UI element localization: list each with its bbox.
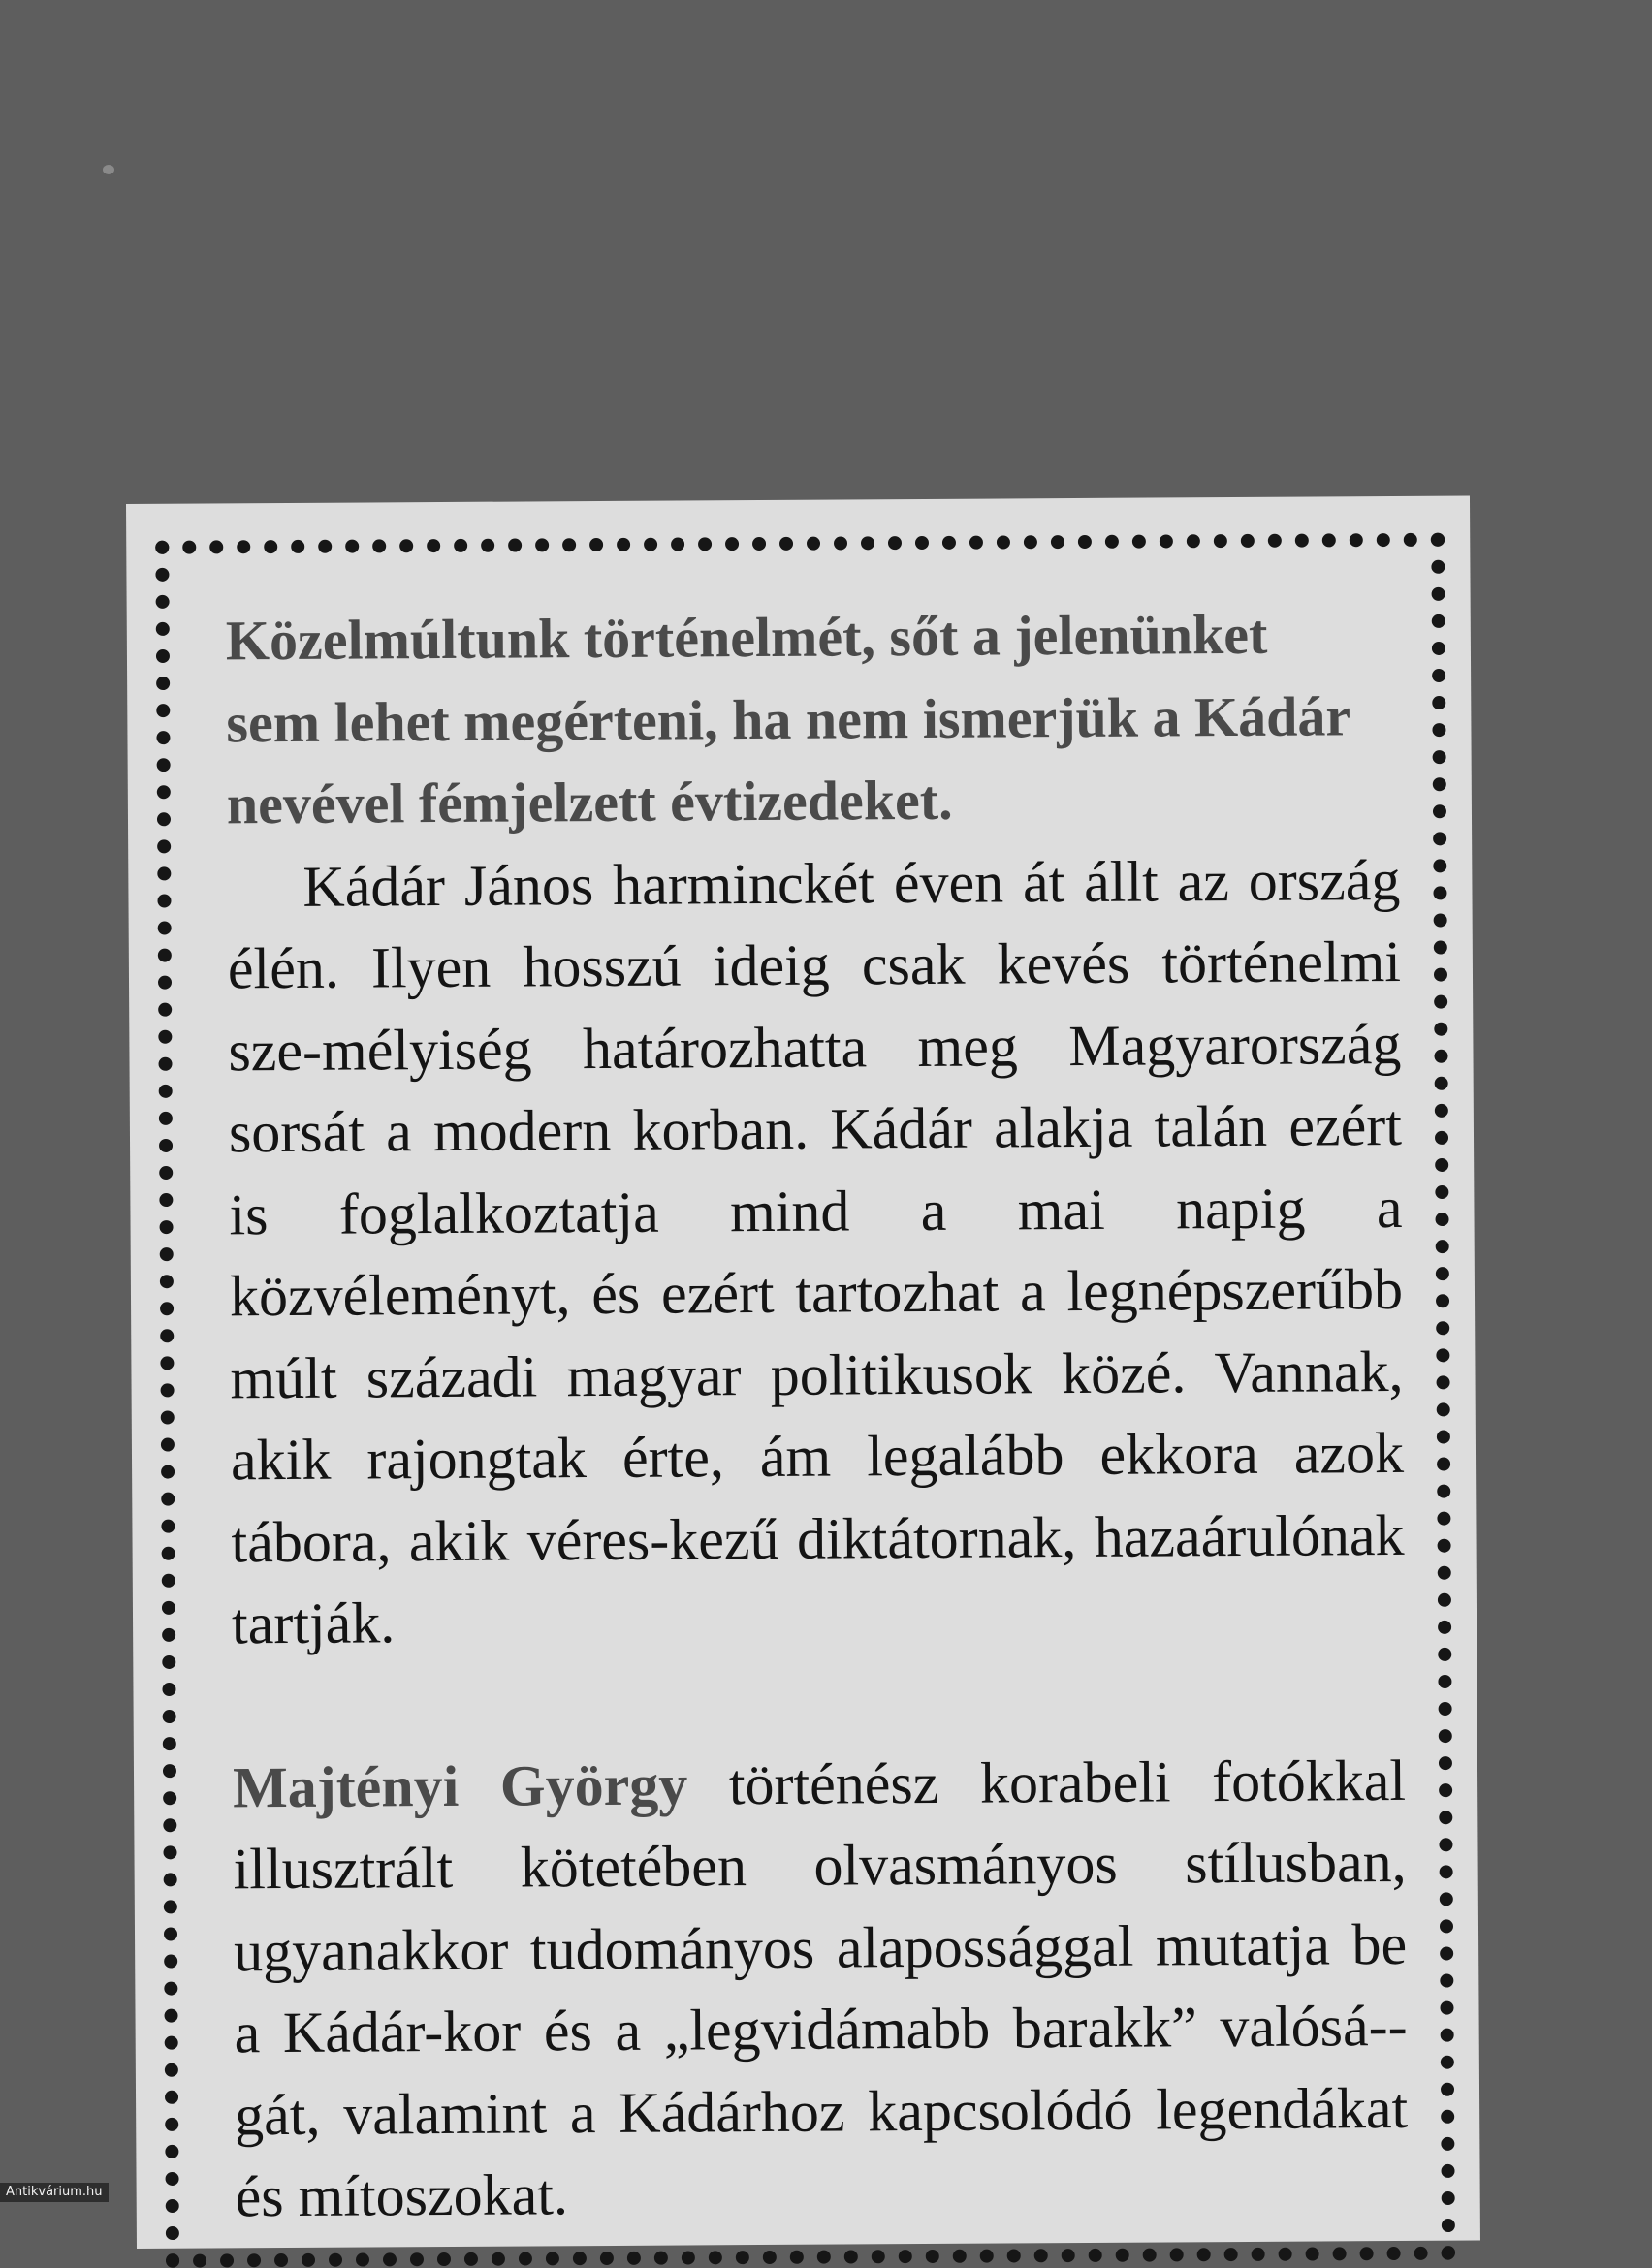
lead-line: sem lehet megérteni, ha nem ismerjük a Kádár — [226, 683, 1351, 754]
lead-line: nevével fémjelzett évtizedeket. — [226, 768, 953, 836]
lead-text — [226, 593, 1401, 846]
paragraph-gap — [232, 1657, 1405, 1746]
back-cover-text-card — [126, 496, 1480, 2249]
blurb-text — [226, 593, 1409, 2238]
author-name: Majtényi György — [232, 1751, 688, 1819]
watermark-label: Antikvárium.hu — [0, 2183, 109, 2202]
surface-speck — [103, 165, 114, 174]
lead-line: Közelmúltunk történelmét, sőt a jelenünket — [225, 602, 1268, 673]
author-paragraph-text: történész korabeli fotókkal illusztrált kötetében olvasmányos stílusban, ugyanakkor tudományos alapossággal mutatja be a Kádár-kor és a „legvidámabb barakk” valósá-gát, valamint a Kádárhoz kapcsolódó legendákat és mítoszokat. — [233, 1748, 1409, 2229]
paragraph-body: Kádár János harminckét éven át állt az ország élén. Ilyen hosszú ideig csak kevés történelmi sze-mélyiség határozhatta meg Magyarország sorsát a modern korban. Kádár alakja talán ezért is foglalkoztatja mind a mai napig a közvéleményt, és ezért tartozhat a legnépszerűbb múlt századi magyar politikusok közé. Vannak, akik rajongtak érte, ám legalább ekkora azok tábora, akik véres-kezű diktátornak, hazaárulónak tartják. — [227, 847, 1405, 1656]
paragraph-author — [233, 1739, 1409, 2237]
